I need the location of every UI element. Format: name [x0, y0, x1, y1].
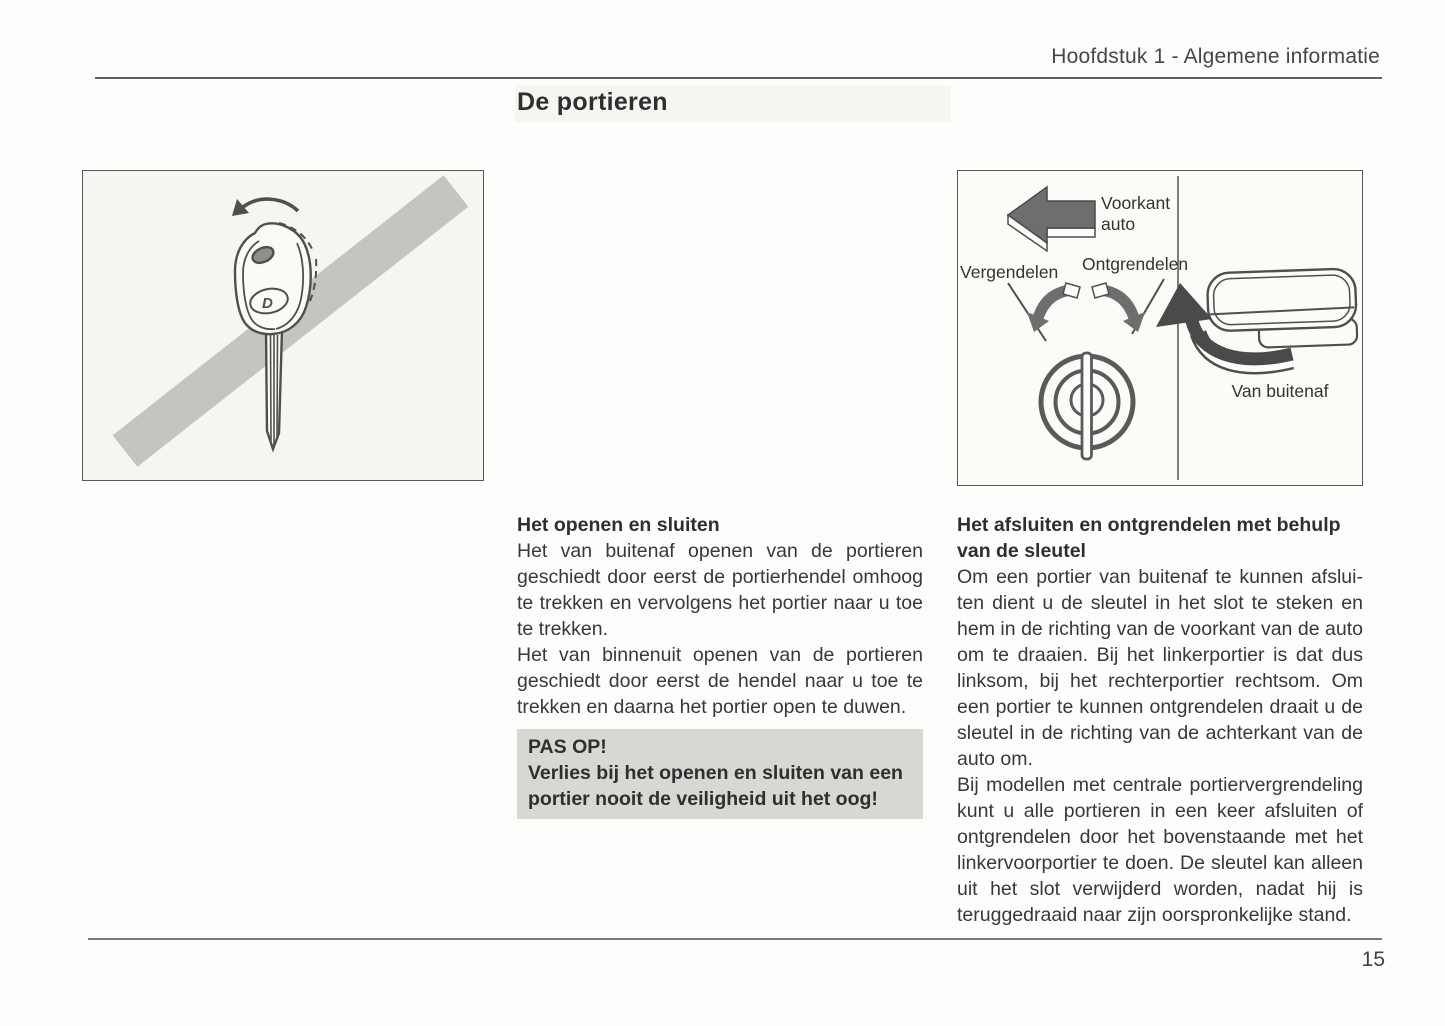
page-title: De portieren — [517, 88, 668, 116]
key-slot — [1082, 353, 1092, 459]
key-head — [235, 223, 311, 334]
door-handle-illustration — [1207, 268, 1358, 349]
warning-title: PAS OP! — [528, 736, 607, 758]
ontgrendelen-label: Ontgrendelen — [1082, 254, 1189, 274]
body-paragraph: Het van binnenuit openen van de portieren geschiedt door eerst de hendel naar u toe te trekken en daarna het portier open te duwen. — [517, 644, 923, 718]
svg-text:D: D — [262, 295, 273, 312]
van-buitenaf-label: Van buitenaf — [1231, 381, 1329, 401]
voorkant-auto-label: Voorkant auto — [1101, 193, 1171, 234]
section-heading: Het afsluiten en ontgrendelen met behulp van de sleutel — [957, 514, 1341, 562]
body-paragraph: Bij modellen met centrale portiervergrendeling kunt u alle portieren in een keer afsluiten of ontgrendelen door het bovenstaande met het linkervoorportier te doen. De sleutel kan alleen uit het slot verwijderd worden, nadat hij is teruggedraaid naar zijn oorspronkelijke stand. — [957, 774, 1363, 926]
rotate-right-arrow-icon — [1092, 283, 1145, 332]
front-arrow-icon — [1008, 187, 1095, 251]
rotate-left-arrow-icon — [1027, 283, 1080, 332]
bend-arrow-icon — [243, 199, 298, 211]
vergendelen-label: Vergendelen — [960, 262, 1059, 282]
footer-rule — [88, 938, 1382, 940]
bent-key-prohibition-icon — [83, 171, 483, 480]
lock-cylinder-illustration — [1041, 353, 1133, 459]
lock-direction-figure — [957, 170, 1363, 486]
section-lock-unlock — [957, 512, 1363, 928]
header-rule — [95, 77, 1382, 79]
section-heading: Het openen en sluiten — [517, 514, 720, 536]
chapter-header: Hoofdstuk 1 - Algemene informatie — [1051, 45, 1380, 68]
body-paragraph: Het van buitenaf openen van de portieren geschiedt door eerst de portierhendel omhoog te trekken en vervolgens het portier naar u toe te trekken. — [517, 540, 923, 640]
key-warning-figure — [82, 170, 484, 481]
warning-box — [517, 729, 923, 819]
section-open-close — [517, 512, 923, 819]
warning-body: Verlies bij het openen en sluiten van een portier nooit de veiligheid uit het oog! — [528, 762, 903, 810]
page-number: 15 — [1361, 948, 1385, 971]
body-paragraph: Om een portier van buitenaf te kunnen afsluiten dient u de sleutel in het slot te steken en hem in de richting van de voorkant van de auto om te draaien. Bij het linkerportier is dat dus linksom, bij het rechterportier rechtsom. Om een portier te kunnen ontgrendelen draait u de sleutel in de richting van de achterkant van de auto om. — [957, 566, 1363, 770]
